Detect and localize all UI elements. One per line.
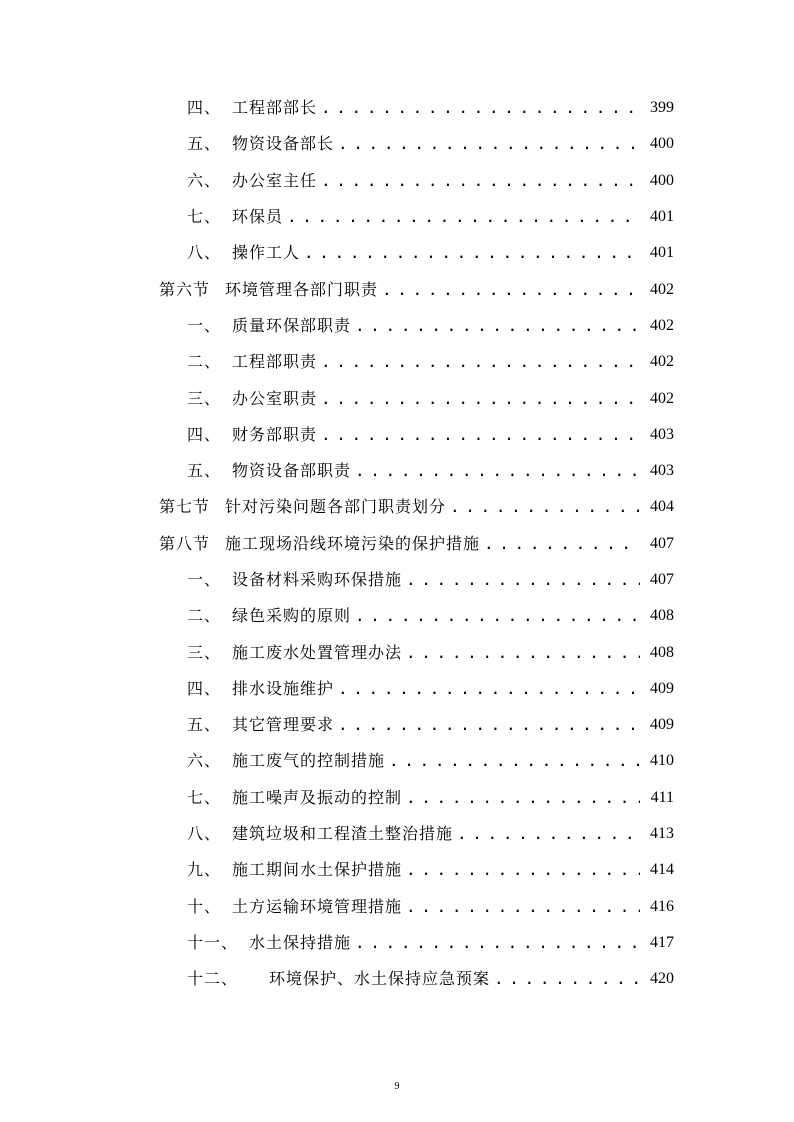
toc-entry-title: 施工现场沿线环境污染的保护措施 [225,533,481,553]
toc-entry-number: 六、 [187,751,222,771]
toc-entry-number: 五、 [187,134,222,154]
toc-entry-page: 416 [650,897,674,915]
dot-leader [338,715,640,735]
toc-entry-number: 第七节 [159,497,211,517]
dot-leader [406,860,640,880]
dot-leader [457,824,640,844]
toc-entry-page: 409 [650,716,674,734]
toc-entry[interactable] [0,598,794,634]
dot-leader [338,134,640,154]
toc-entry-title: 针对污染问题各部门职责划分 [225,497,447,517]
dot-leader [484,534,640,554]
toc-entry-page: 417 [650,933,674,951]
toc-entry-number: 八、 [187,824,222,844]
dot-leader [355,606,640,626]
toc-entry-page: 404 [650,498,674,516]
toc-entry[interactable] [0,961,794,997]
toc-entry[interactable] [0,199,794,235]
toc-entry-page: 401 [650,244,674,262]
toc-entry-title: 排水设施维护 [232,678,335,698]
toc-entry-page: 401 [650,208,674,226]
toc-entry-number: 八、 [187,243,222,263]
toc-entry-title: 工程部职责 [232,352,318,372]
toc-entry[interactable] [0,743,794,779]
toc-entry[interactable] [0,707,794,743]
toc-entry[interactable] [0,889,794,925]
toc-entry-page: 407 [650,571,674,588]
toc-entry-number: 第六节 [159,279,211,299]
toc-entry-number: 一、 [187,315,222,335]
toc-section-entry[interactable] [0,489,794,525]
toc-entry[interactable] [0,562,794,598]
dot-leader [389,751,640,771]
dot-leader [321,98,640,118]
dot-leader [287,207,640,227]
toc-entry-title: 质量环保部职责 [232,315,352,335]
toc-entry-title: 环境保护、水土保持应急预案 [269,969,491,989]
toc-entry-title: 建筑垃圾和工程渣土整治措施 [232,824,454,844]
toc-entry-number: 一、 [187,570,222,589]
toc-entry[interactable] [0,671,794,707]
dot-leader [321,171,640,191]
toc-section-entry[interactable] [0,526,794,562]
toc-entry-number: 二、 [187,352,222,372]
toc-entry[interactable] [0,816,794,852]
toc-entry-number: 七、 [187,787,222,807]
dot-leader [406,897,640,917]
toc-entry-page: 402 [650,353,674,371]
toc-entry[interactable] [0,90,794,126]
toc-entry-title: 办公室主任 [232,170,318,190]
toc-entry-number: 六、 [187,170,222,190]
dot-leader [355,461,640,481]
toc-entry-page: 409 [650,679,674,697]
toc-entry-number: 五、 [187,715,222,735]
toc-section-entry[interactable] [0,271,794,307]
dot-leader [321,389,640,409]
toc-entry[interactable] [0,453,794,489]
toc-entry-title: 绿色采购的原则 [232,606,352,626]
toc-entry-title: 施工噪声及振动的控制 [232,787,403,807]
toc-entry[interactable] [0,344,794,380]
toc-entry[interactable] [0,163,794,199]
toc-entry[interactable] [0,852,794,888]
toc-entry-title: 水土保持措施 [249,932,352,952]
toc-entry-title: 物资设备部职责 [232,461,352,481]
toc-entry-title: 施工废水处置管理办法 [232,642,403,662]
toc-entry-number: 二、 [187,606,222,626]
toc-entry-title: 操作工人 [232,243,301,263]
toc-entry-title: 工程部部长 [232,98,318,118]
toc-entry-number: 四、 [187,424,222,444]
table-of-contents [0,90,794,997]
toc-entry-number: 九、 [187,860,222,880]
toc-entry-title: 其它管理要求 [232,715,335,735]
toc-entry[interactable] [0,780,794,816]
toc-entry-title: 财务部职责 [232,424,318,444]
dot-leader [321,352,640,372]
toc-entry-title: 施工期间水土保护措施 [232,860,403,880]
dot-leader [355,933,640,953]
toc-entry-page: 408 [650,607,674,625]
toc-entry-page: 402 [650,316,674,334]
dot-leader [406,570,640,590]
toc-entry-page: 402 [650,389,674,407]
toc-entry-number: 十二、 [187,969,239,989]
toc-entry-number: 四、 [187,98,222,118]
toc-entry-page: 414 [650,861,674,879]
toc-entry-page: 400 [650,171,674,189]
toc-entry-title: 环保员 [232,207,284,227]
toc-entry[interactable] [0,634,794,670]
dot-leader [355,316,640,336]
toc-entry-page: 403 [650,425,674,443]
toc-entry[interactable] [0,126,794,162]
dot-leader [304,243,640,263]
dot-leader [382,280,640,300]
toc-entry-number: 七、 [187,207,222,227]
toc-entry[interactable] [0,308,794,344]
toc-entry-page: 407 [650,534,674,552]
toc-entry-title: 办公室职责 [232,388,318,408]
dot-leader [406,788,640,808]
toc-entry-number: 十一、 [187,932,239,952]
toc-entry-page: 403 [650,462,674,480]
toc-entry-number: 三、 [187,388,222,408]
dot-leader [494,969,640,989]
toc-entry[interactable] [0,380,794,416]
toc-entry-page: 413 [650,825,674,843]
toc-entry[interactable] [0,417,794,453]
toc-entry-title: 物资设备部长 [232,134,335,154]
toc-entry[interactable] [0,235,794,271]
toc-entry-page: 400 [650,135,674,153]
dot-leader [406,643,640,663]
toc-entry-page: 410 [650,752,674,770]
toc-entry-title: 设备材料采购环保措施 [232,570,403,589]
dot-leader [450,497,640,517]
dot-leader [321,425,640,445]
toc-entry-page: 402 [650,280,674,298]
toc-entry-number: 四、 [187,678,222,698]
dot-leader [338,679,640,699]
toc-entry-title: 土方运输环境管理措施 [232,896,403,916]
toc-entry-number: 第八节 [159,533,211,553]
toc-entry-title: 环境管理各部门职责 [225,279,379,299]
toc-entry-page: 420 [650,970,674,988]
page-number-footer: 9 [394,1081,400,1092]
toc-entry-page: 408 [650,643,674,661]
toc-entry-page: 411 [650,788,674,806]
toc-entry-number: 三、 [187,642,222,662]
toc-entry-page: 399 [650,99,674,117]
toc-entry-title: 施工废气的控制措施 [232,751,386,771]
toc-entry-number: 十、 [187,896,222,916]
toc-entry-number: 五、 [187,461,222,481]
toc-entry[interactable] [0,925,794,961]
